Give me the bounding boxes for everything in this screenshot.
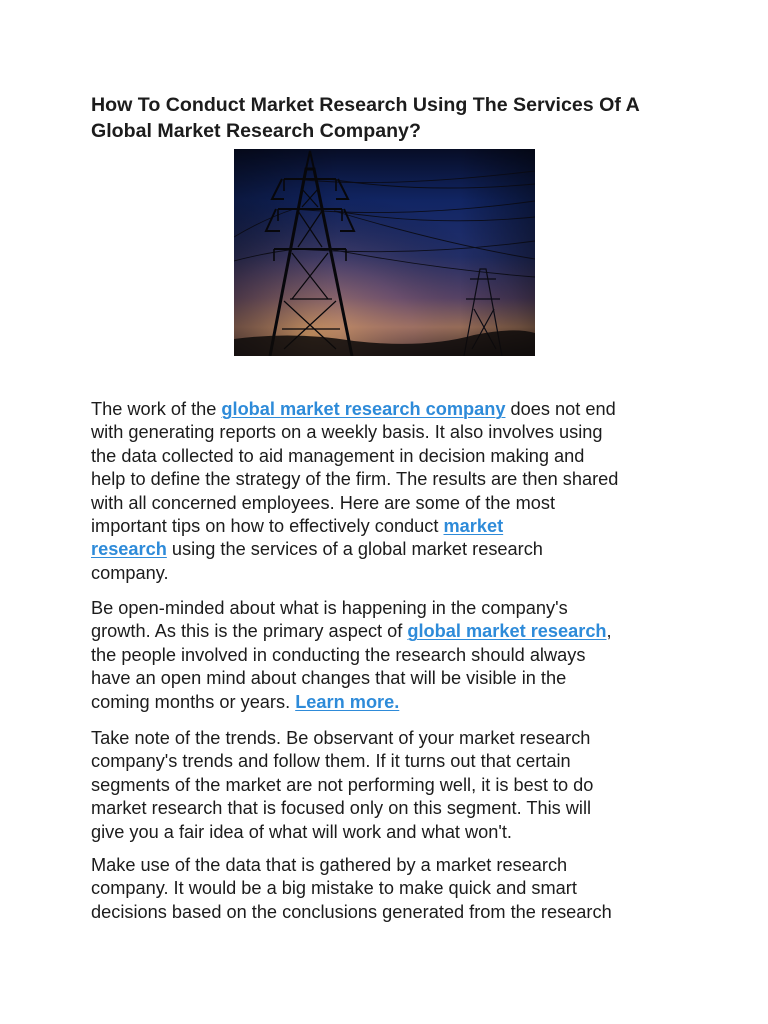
paragraph-3 bbox=[91, 727, 691, 844]
p4-line-1: Make use of the data that is gathered by a market research bbox=[91, 855, 568, 875]
power-pylon-image bbox=[234, 149, 535, 356]
p2-text: coming months or years. bbox=[91, 691, 296, 712]
p1-line-8: company. bbox=[91, 562, 169, 583]
global-market-research-link[interactable]: global market research bbox=[407, 621, 607, 642]
learn-more-link[interactable]: Learn more. bbox=[295, 691, 400, 712]
p1-line-2: with generating reports on a weekly basis. It also involves using bbox=[91, 422, 603, 443]
p1-text: important tips on how to effectively conduct bbox=[91, 516, 444, 537]
p1-line-4: help to define the strategy of the firm. The results are then shared bbox=[91, 469, 619, 490]
p3-line-5: give you a fair idea of what will work and what won't. bbox=[91, 821, 512, 842]
p3-line-1: Take note of the trends. Be observant of your market research bbox=[91, 728, 591, 748]
p2-line-4: have an open mind about changes that will be visible in the bbox=[91, 668, 567, 689]
p1-line-3: the data collected to aid management in decision making and bbox=[91, 445, 585, 466]
p2-line-2 bbox=[91, 620, 691, 643]
p1-line-1 bbox=[91, 398, 691, 421]
title-line-1: How To Conduct Market Research Using The Services Of A bbox=[91, 94, 640, 116]
article-title bbox=[91, 92, 691, 144]
p1-line-5: with all concerned employees. Here are some of the most bbox=[91, 492, 556, 513]
p2-line-1: Be open-minded about what is happening in the company's bbox=[91, 598, 568, 618]
p1-text: using the services of a global market research bbox=[166, 539, 543, 560]
p3-line-2: company's trends and follow them. If it turns out that certain bbox=[91, 751, 571, 772]
market-research-link-part-1[interactable]: market bbox=[443, 516, 504, 537]
paragraph-4 bbox=[91, 854, 691, 924]
paragraph-2 bbox=[91, 597, 691, 714]
market-research-link-part-2[interactable]: research bbox=[91, 539, 167, 560]
p3-line-3: segments of the market are not performing well, it is best to do bbox=[91, 774, 594, 795]
p1-text: The work of the bbox=[91, 399, 222, 419]
p4-line-2: company. It would be a big mistake to make quick and smart bbox=[91, 878, 577, 899]
paragraph-1 bbox=[91, 398, 691, 585]
p2-text: , bbox=[606, 621, 612, 642]
p3-line-4: market research that is focused only on this segment. This will bbox=[91, 798, 592, 819]
title-line-2: Global Market Research Company? bbox=[91, 120, 421, 142]
p2-text: growth. As this is the primary aspect of bbox=[91, 621, 408, 642]
p1-line-6 bbox=[91, 515, 691, 538]
p1-line-7 bbox=[91, 538, 691, 561]
p2-line-3: the people involved in conducting the research should always bbox=[91, 644, 586, 665]
p4-line-3: decisions based on the conclusions generated from the research bbox=[91, 901, 612, 922]
global-market-research-company-link[interactable]: global market research company bbox=[221, 399, 506, 419]
p1-text: does not end bbox=[505, 399, 616, 419]
p2-line-5 bbox=[91, 691, 691, 714]
